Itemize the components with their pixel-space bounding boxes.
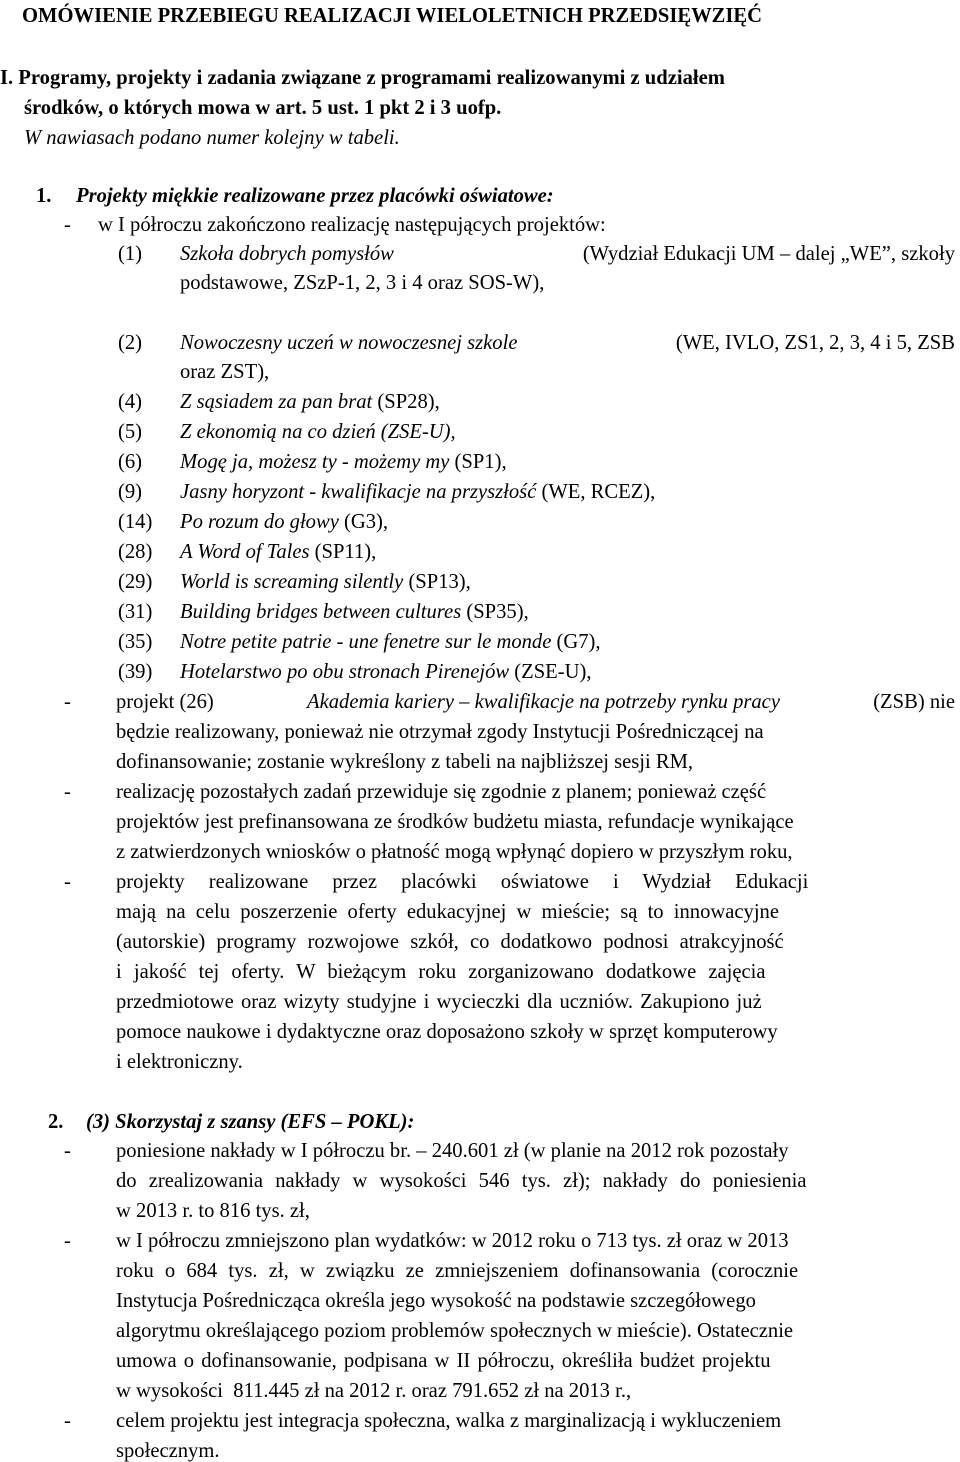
paragraph-line: społecznym. xyxy=(116,1440,220,1462)
paragraph-line: poniesione nakłady w I półroczu br. – 240.601 zł (w planie na 2012 rok pozostały xyxy=(116,1140,789,1162)
project-name: Jasny horyzont - kwalifikacje na przyszłość xyxy=(180,481,537,503)
project-name: Z sąsiadem za pan brat xyxy=(180,391,373,413)
list-item xyxy=(180,662,591,683)
paragraph-line: celem projektu jest integracja społeczna, walka z marginalizacją i wykluczeniem xyxy=(116,1410,782,1432)
bullet-dash: - xyxy=(64,1140,71,1162)
paragraph-line: projekty realizowane przez placówki oświatowe i Wydział Edukacji xyxy=(116,871,809,893)
bullet-dash: - xyxy=(64,1230,71,1252)
bullet-dash: - xyxy=(64,1410,71,1432)
text-segment: projekt (26) xyxy=(116,691,214,713)
project-details: (Wydział Edukacji UM – dalej „WE”, szkoły xyxy=(582,243,955,265)
project-details: (G3), xyxy=(344,511,389,533)
project-name: Nowoczesny uczeń w nowoczesnej szkole xyxy=(180,332,518,354)
paragraph-line xyxy=(116,692,955,713)
item-number: (6) xyxy=(118,451,143,473)
bullet-dash: - xyxy=(64,691,71,713)
item-number: (9) xyxy=(118,481,143,503)
paragraph-line: roku o 684 tys. zł, w związku ze zmniejszeniem dofinansowania (corocznie xyxy=(116,1260,799,1282)
paragraph-line: przedmiotowe oraz wizyty studyjne i wycieczki dla uczniów. Zakupiono już xyxy=(116,991,762,1013)
paragraph-line: pomoce naukowe i dydaktyczne oraz doposażono szkoły w sprzęt komputerowy xyxy=(116,1021,778,1043)
item-number: (1) xyxy=(118,243,143,265)
project-name: Po rozum do głowy xyxy=(180,511,339,533)
subsection-2-number: 2. xyxy=(48,1111,64,1133)
paragraph-line: dofinansowanie; zostanie wykreślony z tabeli na najbliższej sesji RM, xyxy=(116,751,694,773)
section-heading-line-1: I. Programy, projekty i zadania związane z programami realizowanymi z udziałem xyxy=(0,67,725,89)
item-number: (4) xyxy=(118,391,143,413)
list-item xyxy=(180,512,388,533)
project-details: (ZSE-U), xyxy=(514,661,592,683)
project-name: Hotelarstwo po obu stronach Pirenejów xyxy=(180,661,510,683)
project-details: (SP11), xyxy=(314,541,377,563)
project-name: Building bridges between cultures xyxy=(180,601,462,623)
item-number: (5) xyxy=(118,421,143,443)
list-item-continued: podstawowe, ZSzP-1, 2, 3 i 4 oraz SOS-W), xyxy=(180,272,545,294)
item-number: (29) xyxy=(118,571,153,593)
project-details: (SP1), xyxy=(454,451,507,473)
project-name: Akademia kariery – kwalifikacje na potrzeby rynku pracy xyxy=(307,691,780,713)
list-item xyxy=(180,482,655,503)
paragraph-line: w 2013 r. to 816 tys. zł, xyxy=(116,1200,310,1222)
subsection-1-number: 1. xyxy=(36,185,52,207)
paragraph-line: z zatwierdzonych wniosków o płatność mogą wpłynąć dopiero w przyszłym roku, xyxy=(116,841,793,863)
paragraph-line: algorytmu określającego poziom problemów społecznych w mieście). Ostatecznie xyxy=(116,1320,794,1342)
project-name: Szkoła dobrych pomysłów xyxy=(180,243,394,265)
paragraph-line: Instytucja Pośrednicząca określa jego wysokość na podstawie szczegółowego xyxy=(116,1290,756,1312)
subsection-2-title: (3) Skorzystaj z szansy (EFS – POKL): xyxy=(86,1111,415,1133)
bullet-dash: - xyxy=(64,871,71,893)
paragraph-line: będzie realizowany, ponieważ nie otrzymał zgody Instytucji Pośredniczącej na xyxy=(116,721,764,743)
project-details: (WE, IVLO, ZS1, 2, 3, 4 i 5, ZSB xyxy=(675,332,955,354)
project-details: (G7), xyxy=(556,631,601,653)
list-item xyxy=(180,244,955,265)
list-item xyxy=(180,333,955,354)
document-title: OMÓWIENIE PRZEBIEGU REALIZACJI WIELOLETNICH PRZEDSIĘWZIĘĆ xyxy=(22,5,763,27)
project-details: (SP35), xyxy=(466,601,529,623)
project-name: Notre petite patrie - une fenetre sur le monde xyxy=(180,631,552,653)
item-number: (31) xyxy=(118,601,153,623)
item-number: (2) xyxy=(118,332,143,354)
item-number: (14) xyxy=(118,511,153,533)
list-item xyxy=(180,452,507,473)
paragraph-line: (autorskie) programy rozwojowe szkół, co dodatkowo podnosi atrakcyjność xyxy=(116,931,784,953)
paragraph-line: realizację pozostałych zadań przewiduje się zgodnie z planem; ponieważ część xyxy=(116,781,767,803)
paragraph-line: mają na celu poszerzenie oferty edukacyjnej w mieście; są to innowacyjne xyxy=(116,901,779,923)
item-number: (28) xyxy=(118,541,153,563)
bullet-dash: - xyxy=(64,214,71,236)
project-name: Z ekonomią na co dzień (ZSE-U), xyxy=(180,421,456,443)
project-name: Mogę ja, możesz ty - możemy my xyxy=(180,451,450,473)
subsection-1-title: Projekty miękkie realizowane przez placówki oświatowe: xyxy=(76,185,554,207)
paragraph-line: umowa o dofinansowanie, podpisana w II półroczu, określiła budżet projektu xyxy=(116,1350,771,1372)
list-item xyxy=(180,632,601,653)
item-number: (39) xyxy=(118,661,153,683)
list-item xyxy=(180,572,471,593)
item-number: (35) xyxy=(118,631,153,653)
list-item-continued: oraz ZST), xyxy=(180,361,270,383)
paragraph-line: w wysokości 811.445 zł na 2012 r. oraz 791.652 zł na 2013 r., xyxy=(116,1380,632,1402)
paragraph-line: w I półroczu zmniejszono plan wydatków: w 2012 roku o 713 tys. zł oraz w 2013 xyxy=(116,1230,789,1252)
paragraph-line: i jakość tej oferty. W bieżącym roku zorganizowano dodatkowe zajęcia xyxy=(116,961,766,983)
list-item xyxy=(180,392,440,413)
paragraph-line: i elektroniczny. xyxy=(116,1051,243,1073)
subsection-1-intro: w I półroczu zakończono realizację następujących projektów: xyxy=(98,214,606,236)
paragraph-line: projektów jest prefinansowana ze środków budżetu miasta, refundacje wynikające xyxy=(116,811,794,833)
project-name: World is screaming silently xyxy=(180,571,404,593)
paragraph-line: do zrealizowania nakłady w wysokości 546 tys. zł); nakłady do poniesienia xyxy=(116,1170,807,1192)
project-details: (WE, RCEZ), xyxy=(541,481,656,503)
section-note: W nawiasach podano numer kolejny w tabeli. xyxy=(24,127,400,149)
list-item xyxy=(180,542,376,563)
project-details: (SP28), xyxy=(377,391,440,413)
text-segment: (ZSB) nie xyxy=(873,691,955,713)
project-name: A Word of Tales xyxy=(180,541,310,563)
list-item xyxy=(180,602,529,623)
project-details: (SP13), xyxy=(408,571,471,593)
bullet-dash: - xyxy=(64,781,71,803)
section-heading-line-2: środków, o których mowa w art. 5 ust. 1 pkt 2 i 3 uofp. xyxy=(24,97,502,119)
list-item xyxy=(180,422,456,443)
